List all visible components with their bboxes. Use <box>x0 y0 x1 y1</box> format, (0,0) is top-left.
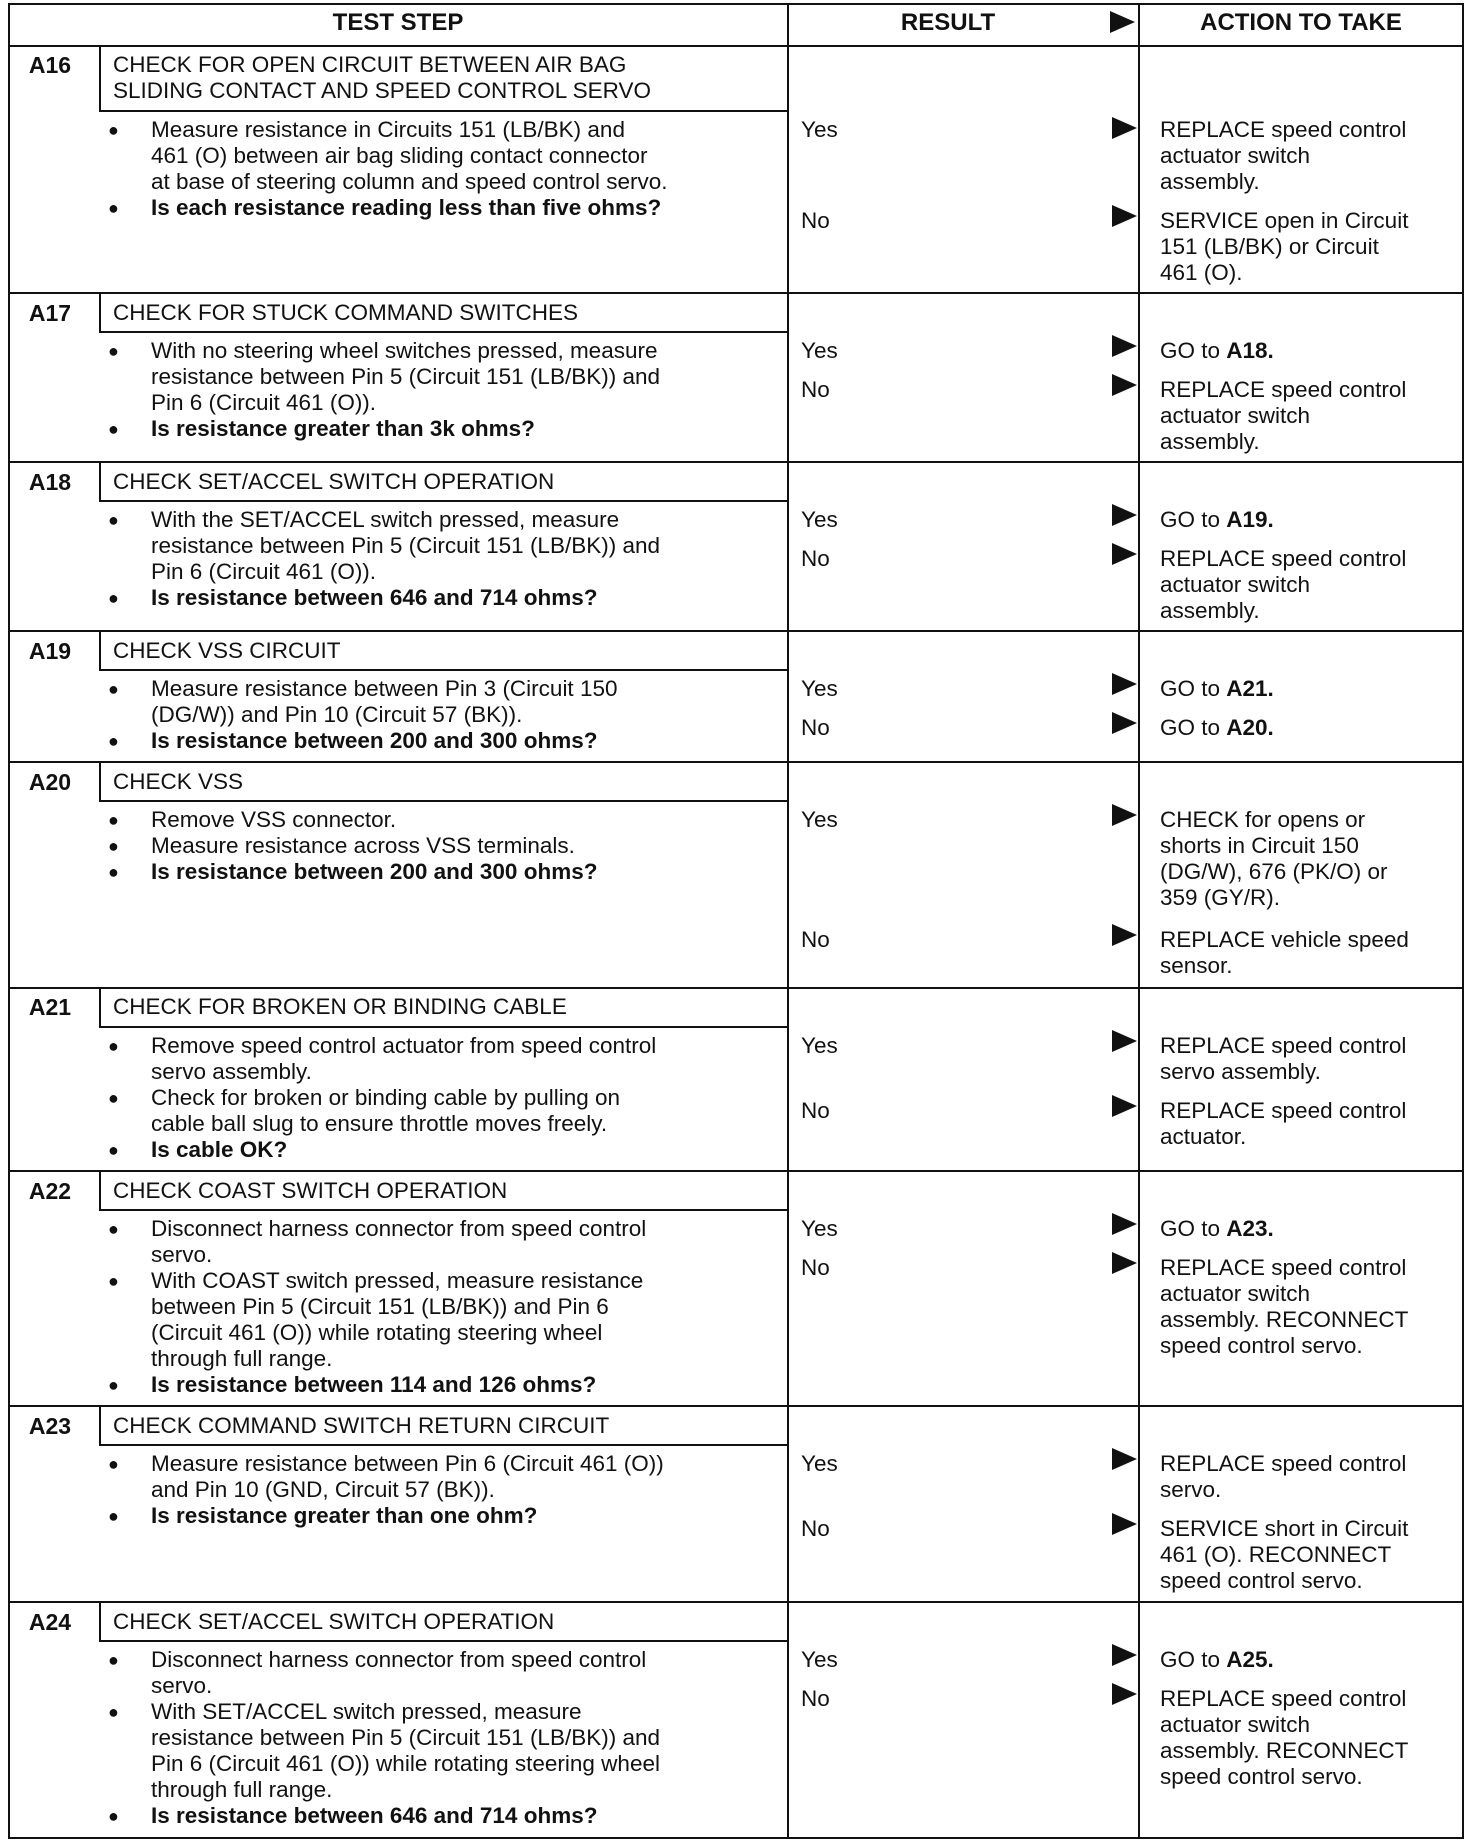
goto-label: GO to <box>1160 507 1227 532</box>
step-separator <box>8 630 1464 632</box>
result-no: No <box>801 208 830 233</box>
header-arrow-icon <box>1110 11 1135 33</box>
action-text: shorts in Circuit 150 <box>1160 833 1359 858</box>
step-instruction: at base of steering column and speed control servo. <box>151 169 668 194</box>
action-text: REPLACE speed control <box>1160 377 1407 402</box>
step-instruction: 461 (O) between air bag sliding contact connector <box>151 143 648 168</box>
action-text: speed control servo. <box>1160 1568 1363 1593</box>
step-separator <box>8 292 1464 294</box>
goto-step: A19. <box>1226 507 1274 532</box>
bullet-icon: ● <box>108 341 119 361</box>
step-id: A23 <box>28 1413 72 1439</box>
step-instruction: through full range. <box>151 1346 333 1371</box>
bullet-icon: ● <box>108 1271 119 1291</box>
step-question: Is resistance between 200 and 300 ohms? <box>151 728 598 753</box>
step-title: CHECK SET/ACCEL SWITCH OPERATION <box>113 469 555 494</box>
result-no: No <box>801 715 830 740</box>
step-title: SLIDING CONTACT AND SPEED CONTROL SERVO <box>113 78 652 103</box>
arrow-icon <box>1112 1513 1137 1535</box>
result-yes: Yes <box>801 1647 838 1672</box>
bullet-icon: ● <box>108 1650 119 1670</box>
arrow-icon <box>1112 1213 1137 1235</box>
action-text: REPLACE speed control <box>1160 1033 1407 1058</box>
step-instruction: cable ball slug to ensure throttle moves freely. <box>151 1111 608 1136</box>
result-no: No <box>801 546 830 571</box>
result-no: No <box>801 1255 830 1280</box>
action-text: REPLACE speed control <box>1160 1451 1407 1476</box>
goto-label: GO to <box>1160 715 1227 740</box>
result-yes: Yes <box>801 507 838 532</box>
title-divider <box>99 500 788 502</box>
result-yes: Yes <box>801 676 838 701</box>
bullet-icon: ● <box>108 1454 119 1474</box>
arrow-icon <box>1112 504 1137 526</box>
result-yes: Yes <box>801 1216 838 1241</box>
action-text: assembly. <box>1160 429 1260 454</box>
result-yes: Yes <box>801 1451 838 1476</box>
step-title: CHECK COMMAND SWITCH RETURN CIRCUIT <box>113 1413 610 1438</box>
step-id-divider <box>99 987 101 1027</box>
action-goto <box>1160 1216 1460 1243</box>
step-id-divider <box>99 1405 101 1445</box>
action-text: actuator switch <box>1160 143 1311 168</box>
arrow-icon <box>1112 924 1137 946</box>
result-no: No <box>801 1686 830 1711</box>
step-id-divider <box>99 292 101 332</box>
step-question: Is each resistance reading less than five ohms? <box>151 195 662 220</box>
bullet-icon: ● <box>108 731 119 751</box>
arrow-icon <box>1112 712 1137 734</box>
step-instruction: Disconnect harness connector from speed control <box>151 1216 647 1241</box>
goto-step: A21. <box>1226 676 1274 701</box>
step-separator <box>8 761 1464 763</box>
step-instruction: Measure resistance across VSS terminals. <box>151 833 575 858</box>
action-text: servo. <box>1160 1477 1222 1502</box>
bullet-icon: ● <box>108 1375 119 1395</box>
step-instruction: Measure resistance in Circuits 151 (LB/BK) and <box>151 117 625 142</box>
action-text: (DG/W), 676 (PK/O) or <box>1160 859 1388 884</box>
step-instruction: servo. <box>151 1242 213 1267</box>
result-yes: Yes <box>801 338 838 363</box>
goto-step: A18. <box>1226 338 1274 363</box>
step-separator <box>8 461 1464 463</box>
step-id: A19 <box>28 638 72 664</box>
action-goto <box>1160 507 1460 534</box>
step-question: Is resistance between 200 and 300 ohms? <box>151 859 598 884</box>
step-id: A24 <box>28 1609 72 1635</box>
step-instruction: resistance between Pin 5 (Circuit 151 (LB/BK)) and <box>151 533 660 558</box>
divider-step-result <box>787 3 789 1839</box>
bullet-icon: ● <box>108 1702 119 1722</box>
step-title: CHECK FOR BROKEN OR BINDING CABLE <box>113 994 567 1019</box>
step-question: Is resistance greater than one ohm? <box>151 1503 538 1528</box>
arrow-icon <box>1112 1683 1137 1705</box>
step-instruction: through full range. <box>151 1777 333 1802</box>
step-question: Is resistance greater than 3k ohms? <box>151 416 535 441</box>
step-question: Is resistance between 114 and 126 ohms? <box>151 1372 597 1397</box>
step-instruction: (DG/W)) and Pin 10 (Circuit 57 (BK)). <box>151 702 523 727</box>
action-goto <box>1160 676 1460 703</box>
action-text: actuator. <box>1160 1124 1247 1149</box>
step-question: Is resistance between 646 and 714 ohms? <box>151 585 598 610</box>
step-id-divider <box>99 1170 101 1210</box>
arrow-icon <box>1112 1252 1137 1274</box>
step-id: A22 <box>28 1178 72 1204</box>
bullet-icon: ● <box>108 1219 119 1239</box>
title-divider <box>99 110 788 112</box>
step-id: A18 <box>28 469 72 495</box>
result-yes: Yes <box>801 117 838 142</box>
bullet-icon: ● <box>108 810 119 830</box>
action-text: assembly. RECONNECT <box>1160 1307 1409 1332</box>
result-no: No <box>801 377 830 402</box>
action-text: assembly. <box>1160 598 1260 623</box>
title-divider <box>99 331 788 333</box>
action-text: SERVICE short in Circuit <box>1160 1516 1409 1541</box>
step-title: CHECK VSS CIRCUIT <box>113 638 341 663</box>
bullet-icon: ● <box>108 120 119 140</box>
step-id: A17 <box>28 300 72 326</box>
result-no: No <box>801 1098 830 1123</box>
header-action: ACTION TO TAKE <box>1200 9 1402 36</box>
frame-bottom <box>8 1837 1464 1839</box>
bullet-icon: ● <box>108 1506 119 1526</box>
frame-right <box>1462 3 1464 1839</box>
arrow-icon <box>1112 1095 1137 1117</box>
goto-label: GO to <box>1160 1647 1227 1672</box>
title-divider <box>99 800 788 802</box>
step-id-divider <box>99 630 101 670</box>
action-text: CHECK for opens or <box>1160 807 1366 832</box>
action-text: sensor. <box>1160 953 1233 978</box>
step-instruction: With no steering wheel switches pressed, measure <box>151 338 658 363</box>
arrow-icon <box>1112 1030 1137 1052</box>
step-separator <box>8 1601 1464 1603</box>
goto-step: A25. <box>1226 1647 1274 1672</box>
bullet-icon: ● <box>108 679 119 699</box>
bullet-icon: ● <box>108 1036 119 1056</box>
arrow-icon <box>1112 117 1137 139</box>
step-instruction: Disconnect harness connector from speed control <box>151 1647 647 1672</box>
goto-label: GO to <box>1160 676 1227 701</box>
action-goto <box>1160 338 1460 365</box>
step-instruction: Measure resistance between Pin 6 (Circuit 461 (O)) <box>151 1451 664 1476</box>
bullet-icon: ● <box>108 862 119 882</box>
step-instruction: Measure resistance between Pin 3 (Circuit 150 <box>151 676 618 701</box>
action-text: actuator switch <box>1160 572 1311 597</box>
arrow-icon <box>1112 673 1137 695</box>
title-divider <box>99 1640 788 1642</box>
step-instruction: Pin 6 (Circuit 461 (O)). <box>151 559 377 584</box>
step-id: A16 <box>28 52 72 78</box>
bullet-icon: ● <box>108 1140 119 1160</box>
step-id-divider <box>99 761 101 801</box>
header-bottom <box>8 45 1464 47</box>
step-title: CHECK SET/ACCEL SWITCH OPERATION <box>113 1609 555 1634</box>
divider-result-action <box>1138 3 1140 1839</box>
goto-label: GO to <box>1160 1216 1227 1241</box>
step-id-divider <box>99 461 101 501</box>
bullet-icon: ● <box>108 836 119 856</box>
action-text: speed control servo. <box>1160 1764 1363 1789</box>
action-text: 359 (GY/R). <box>1160 885 1281 910</box>
title-divider <box>99 669 788 671</box>
step-instruction: With COAST switch pressed, measure resistance <box>151 1268 644 1293</box>
step-question: Is cable OK? <box>151 1137 288 1162</box>
step-instruction: (Circuit 461 (O)) while rotating steering wheel <box>151 1320 603 1345</box>
header-test-step: TEST STEP <box>332 9 464 36</box>
action-text: REPLACE vehicle speed <box>1160 927 1409 952</box>
action-goto <box>1160 1647 1460 1674</box>
step-title: CHECK COAST SWITCH OPERATION <box>113 1178 508 1203</box>
bullet-icon: ● <box>108 1088 119 1108</box>
action-text: assembly. RECONNECT <box>1160 1738 1409 1763</box>
action-text: 151 (LB/BK) or Circuit <box>1160 234 1379 259</box>
arrow-icon <box>1112 335 1137 357</box>
action-text: 461 (O). <box>1160 260 1243 285</box>
action-text: actuator switch <box>1160 403 1311 428</box>
header-result: RESULT <box>900 9 996 36</box>
step-separator <box>8 987 1464 989</box>
title-divider <box>99 1444 788 1446</box>
action-text: REPLACE speed control <box>1160 117 1407 142</box>
result-no: No <box>801 927 830 952</box>
step-instruction: Remove VSS connector. <box>151 807 397 832</box>
action-text: REPLACE speed control <box>1160 1255 1407 1280</box>
action-text: REPLACE speed control <box>1160 546 1407 571</box>
result-yes: Yes <box>801 807 838 832</box>
step-instruction: With the SET/ACCEL switch pressed, measure <box>151 507 620 532</box>
action-goto <box>1160 715 1460 742</box>
goto-step: A23. <box>1226 1216 1274 1241</box>
action-text: 461 (O). RECONNECT <box>1160 1542 1392 1567</box>
bullet-icon: ● <box>108 198 119 218</box>
step-instruction: servo. <box>151 1673 213 1698</box>
step-title: CHECK FOR STUCK COMMAND SWITCHES <box>113 300 579 325</box>
action-text: actuator switch <box>1160 1281 1311 1306</box>
action-text: REPLACE speed control <box>1160 1686 1407 1711</box>
bullet-icon: ● <box>108 419 119 439</box>
bullet-icon: ● <box>108 588 119 608</box>
step-instruction: servo assembly. <box>151 1059 312 1084</box>
step-title: CHECK FOR OPEN CIRCUIT BETWEEN AIR BAG <box>113 52 627 77</box>
step-separator <box>8 1170 1464 1172</box>
step-instruction: With SET/ACCEL switch pressed, measure <box>151 1699 582 1724</box>
step-separator <box>8 1405 1464 1407</box>
action-text: REPLACE speed control <box>1160 1098 1407 1123</box>
arrow-icon <box>1112 205 1137 227</box>
arrow-icon <box>1112 1448 1137 1470</box>
arrow-icon <box>1112 543 1137 565</box>
step-instruction: Check for broken or binding cable by pulling on <box>151 1085 621 1110</box>
action-text: actuator switch <box>1160 1712 1311 1737</box>
result-no: No <box>801 1516 830 1541</box>
arrow-icon <box>1112 374 1137 396</box>
action-text: speed control servo. <box>1160 1333 1363 1358</box>
step-id: A21 <box>28 994 72 1020</box>
bullet-icon: ● <box>108 510 119 530</box>
goto-label: GO to <box>1160 338 1227 363</box>
step-title: CHECK VSS <box>113 769 244 794</box>
goto-step: A20. <box>1226 715 1274 740</box>
arrow-icon <box>1112 804 1137 826</box>
arrow-icon <box>1112 1644 1137 1666</box>
bullet-icon: ● <box>108 1806 119 1826</box>
title-divider <box>99 1026 788 1028</box>
title-divider <box>99 1209 788 1211</box>
step-instruction: Remove speed control actuator from speed control <box>151 1033 657 1058</box>
step-id-divider <box>99 45 101 111</box>
action-text: assembly. <box>1160 169 1260 194</box>
step-instruction: and Pin 10 (GND, Circuit 57 (BK)). <box>151 1477 495 1502</box>
step-instruction: resistance between Pin 5 (Circuit 151 (LB/BK)) and <box>151 364 660 389</box>
result-yes: Yes <box>801 1033 838 1058</box>
step-instruction: Pin 6 (Circuit 461 (O)) while rotating steering wheel <box>151 1751 660 1776</box>
frame-left <box>8 3 10 1839</box>
step-instruction: resistance between Pin 5 (Circuit 151 (LB/BK)) and <box>151 1725 660 1750</box>
action-text: servo assembly. <box>1160 1059 1321 1084</box>
step-id-divider <box>99 1601 101 1641</box>
step-question: Is resistance between 646 and 714 ohms? <box>151 1803 598 1828</box>
step-id: A20 <box>28 769 72 795</box>
step-instruction: between Pin 5 (Circuit 151 (LB/BK)) and Pin 6 <box>151 1294 609 1319</box>
step-instruction: Pin 6 (Circuit 461 (O)). <box>151 390 377 415</box>
action-text: SERVICE open in Circuit <box>1160 208 1409 233</box>
